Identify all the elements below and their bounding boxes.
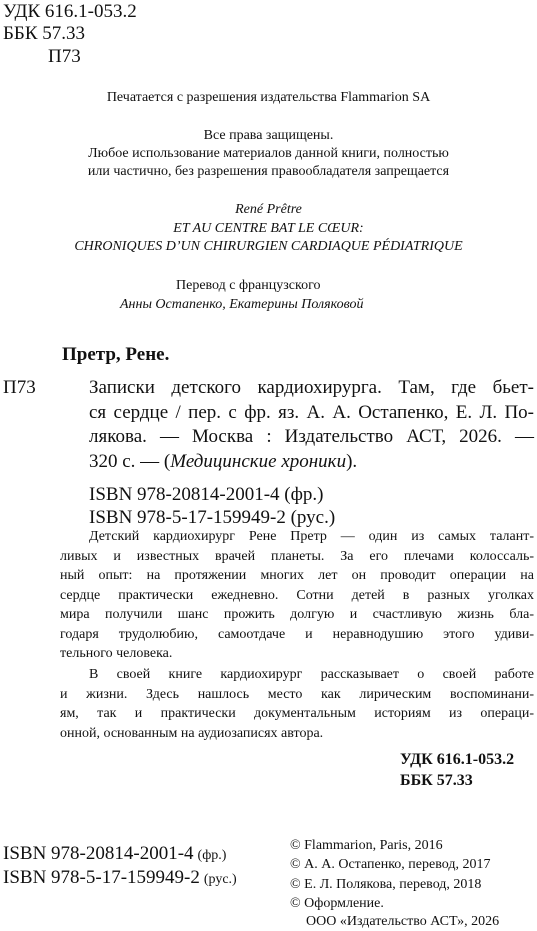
abstract-p2-line-2: и жизни. Здесь нашлось место как лирическим воспоминани- bbox=[60, 687, 534, 702]
abstract-p1-line-7: тельного человека. bbox=[60, 646, 173, 661]
abstract-p1-line-5: мира получили шанс прожить долгую и счастливую жизнь бла- bbox=[60, 607, 534, 622]
catalog-desc-line-3: лякова. — Москва : Издательство АСТ, 2026. — bbox=[89, 426, 534, 447]
catalog-desc-line-2: ся сердце / пер. с фр. яз. А. А. Остапенко, Е. Л. По- bbox=[89, 402, 534, 423]
abstract-p1-line-1: Детский кардиохирург Рене Претр — один из самых талант- bbox=[89, 529, 534, 544]
catalog-heading: Претр, Рене. bbox=[62, 344, 170, 365]
udk-code-bottom: УДК 616.1-053.2 bbox=[400, 751, 515, 768]
isbn-ru-number: ISBN 978-5-17-159949-2 bbox=[3, 867, 200, 888]
abstract-p1-line-4: сердце практически ежедневно. Сотни детей в разных уголках bbox=[60, 588, 534, 603]
catalog-isbn-fr: ISBN 978-20814-2001-4 (фр.) bbox=[89, 484, 324, 505]
series-title: Медицинские хроники bbox=[170, 451, 347, 472]
copyright-1: © Flammarion, Paris, 2016 bbox=[290, 838, 443, 853]
author-mark-top: П73 bbox=[48, 46, 81, 67]
translation-label: Перевод с французского bbox=[176, 278, 321, 293]
bbk-code-top: ББК 57.33 bbox=[3, 23, 85, 44]
rights-line-2: Любое использование материалов данной книги, полностью bbox=[88, 146, 449, 161]
abstract-p1-line-6: годаря трудолюбию, самоотдаче и неравнодушию этого удиви- bbox=[60, 627, 534, 642]
original-author: René Prêtre bbox=[235, 202, 302, 217]
isbn-fr-bottom bbox=[3, 842, 226, 865]
copyright-3: © Е. Л. Полякова, перевод, 2018 bbox=[290, 877, 482, 892]
catalog-desc-line-1: Записки детского кардиохирурга. Там, где бьет- bbox=[89, 377, 534, 398]
isbn-fr-number: ISBN 978-20814-2001-4 bbox=[3, 843, 194, 864]
translators: Анны Остапенко, Екатерины Поляковой bbox=[120, 297, 364, 312]
abstract-p1-line-2: ливых и известных врачей планеты. За его плечами колоссаль- bbox=[60, 549, 534, 564]
udk-code-top: УДК 616.1-053.2 bbox=[3, 1, 137, 22]
bbk-code-bottom: ББК 57.33 bbox=[400, 772, 473, 789]
isbn-fr-lang: (фр.) bbox=[197, 848, 227, 863]
publisher-permission: Печатается с разрешения издательства Flammarion SA bbox=[106, 90, 431, 105]
rights-line-3: или частично, без разрешения правообладателя запрещается bbox=[87, 164, 450, 179]
isbn-ru-lang: (рус.) bbox=[203, 872, 237, 887]
copyright-2: © А. А. Остапенко, перевод, 2017 bbox=[290, 857, 491, 872]
catalog-author-mark: П73 bbox=[3, 377, 36, 398]
original-title-line-1: ET AU CENTRE BAT LE CŒUR: bbox=[173, 221, 364, 236]
abstract-p2-line-3: ям, так и практически документальным историям из операци- bbox=[60, 706, 534, 721]
isbn-ru-bottom bbox=[3, 866, 237, 889]
copyright-5: ООО «Издательство АСТ», 2026 bbox=[306, 914, 500, 929]
catalog-desc-line-4-pre: 320 с. — ( bbox=[89, 451, 171, 472]
catalog-desc-line-4-post: ). bbox=[346, 451, 358, 472]
catalog-desc-line-4 bbox=[89, 450, 534, 473]
abstract-p2-line-4: онной, основанным на аудиозаписях автора. bbox=[60, 726, 324, 741]
abstract-p1-line-3: ный опыт: на протяжении многих лет он проводит операции на bbox=[60, 568, 534, 583]
catalog-isbn-ru: ISBN 978-5-17-159949-2 (рус.) bbox=[89, 507, 336, 528]
rights-line-1: Все права защищены. bbox=[203, 128, 334, 143]
copyright-4: © Оформление. bbox=[290, 896, 384, 911]
abstract-p2-line-1: В своей книге кардиохирург рассказывает о своей работе bbox=[89, 667, 534, 682]
original-title-line-2: CHRONIQUES D’UN CHIRURGIEN CARDIAQUE PÉDIATRIQUE bbox=[74, 239, 463, 254]
